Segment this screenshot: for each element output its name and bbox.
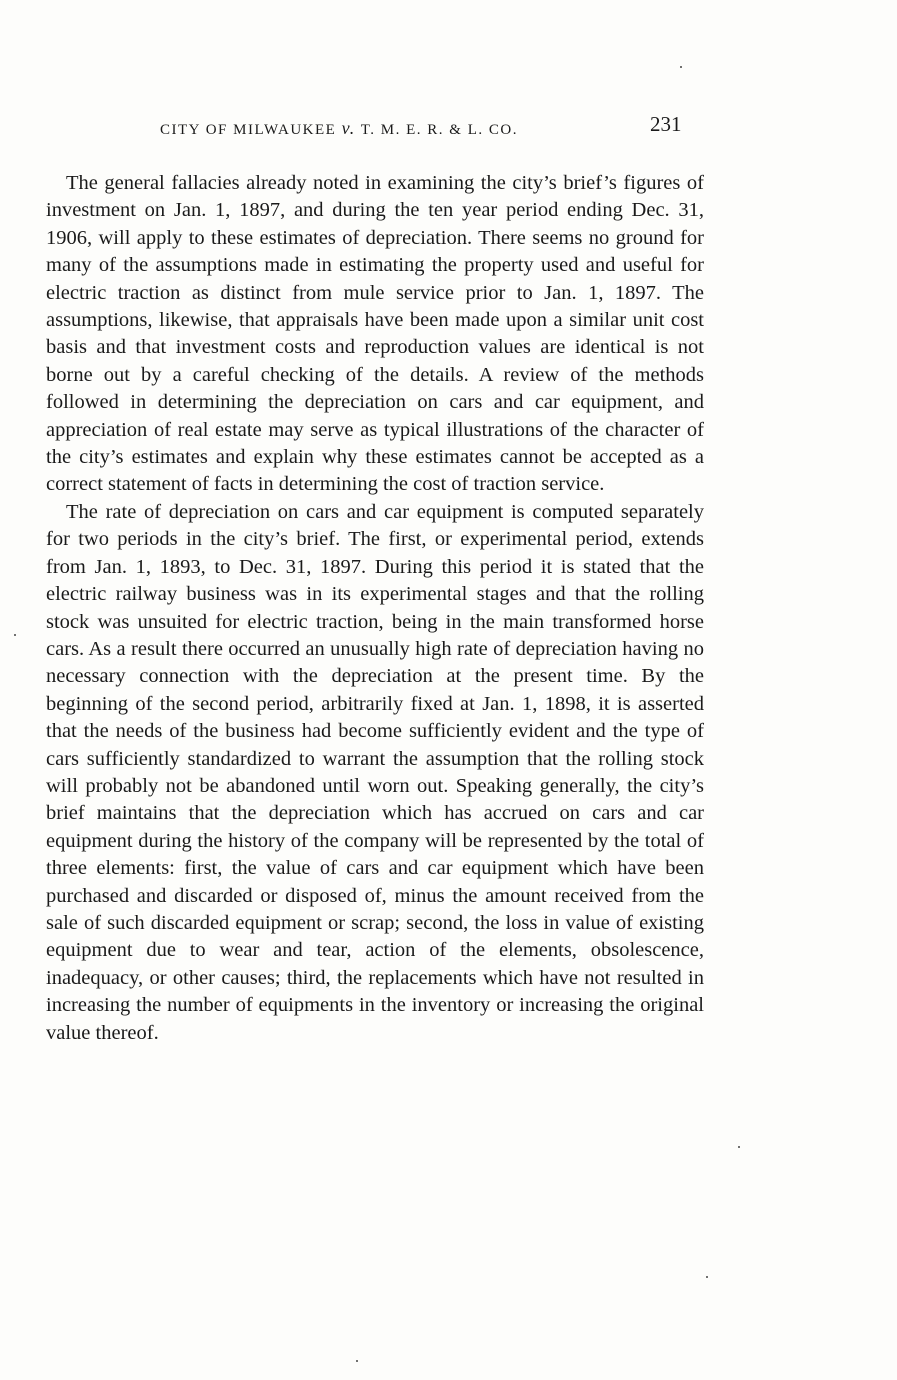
running-head-italic: v. bbox=[341, 118, 356, 138]
scan-speck bbox=[680, 66, 682, 68]
running-head-suffix: T. M. E. R. & L. CO. bbox=[360, 122, 518, 138]
paragraph-2: The rate of depreciation on cars and car equipment is computed separately for two periods in the city’s brief. The first, or experimental period, extends from Jan. 1, 1893, to Dec. 31, 1897. During this period it is stated that the electric railway business was in its experimental stages and that the rolling stock was unsuited for electric traction, being in the main transformed horse cars. As a result there occurred an unusually high rate of depreciation having no necessary connection with the depreciation at the present time. By the beginning of the second period, arbitrarily fixed at Jan. 1, 1898, it is asserted that the needs of the business had become sufficiently evident and the type of cars sufficiently standardized to warrant the assumption that the rolling stock will probably not be abandoned until worn out. Speaking generally, the city’s brief maintains that the depreciation which has accrued on cars and car equipment during the history of the company will be represented by the total of three elements: first, the value of cars and car equipment which have been purchased and discarded or disposed of, minus the amount received from the sale of such discarded equipment or scrap; second, the loss in value of existing equipment due to wear and tear, action of the elements, obsolescence, inadequacy, or other causes; third, the replacements which have not resulted in increasing the number of equipments in the inventory or increasing the original value thereof. bbox=[46, 500, 704, 1044]
scan-speck bbox=[356, 1360, 358, 1362]
scan-speck bbox=[14, 634, 16, 636]
running-head bbox=[160, 118, 580, 139]
body-text bbox=[46, 170, 704, 1047]
paragraph-1: The general fallacies already noted in examining the city’s brief’s figures of investment on Jan. 1, 1897, and during the ten year period ending Dec. 31, 1906, will apply to these estimates of depreciation. There seems no ground for many of the assumptions made in estimating the property used and useful for electric traction as distinct from mule service prior to Jan. 1, 1897. The assumptions, likewise, that appraisals have been made upon a similar unit cost basis and that investment costs and reproduction values are identical is not borne out by a careful checking of the details. A review of the methods followed in determining the depreciation on cars and car equipment, and appreciation of real estate may serve as typical illustrations of the character of the city’s estimates and explain why these estimates cannot be accepted as a correct statement of facts in determining the cost of traction service. bbox=[46, 172, 704, 496]
scan-speck bbox=[706, 1276, 708, 1278]
running-head-prefix: CITY OF MILWAUKEE bbox=[160, 122, 337, 138]
scan-speck bbox=[738, 1146, 740, 1148]
page-number: 231 bbox=[650, 112, 682, 136]
